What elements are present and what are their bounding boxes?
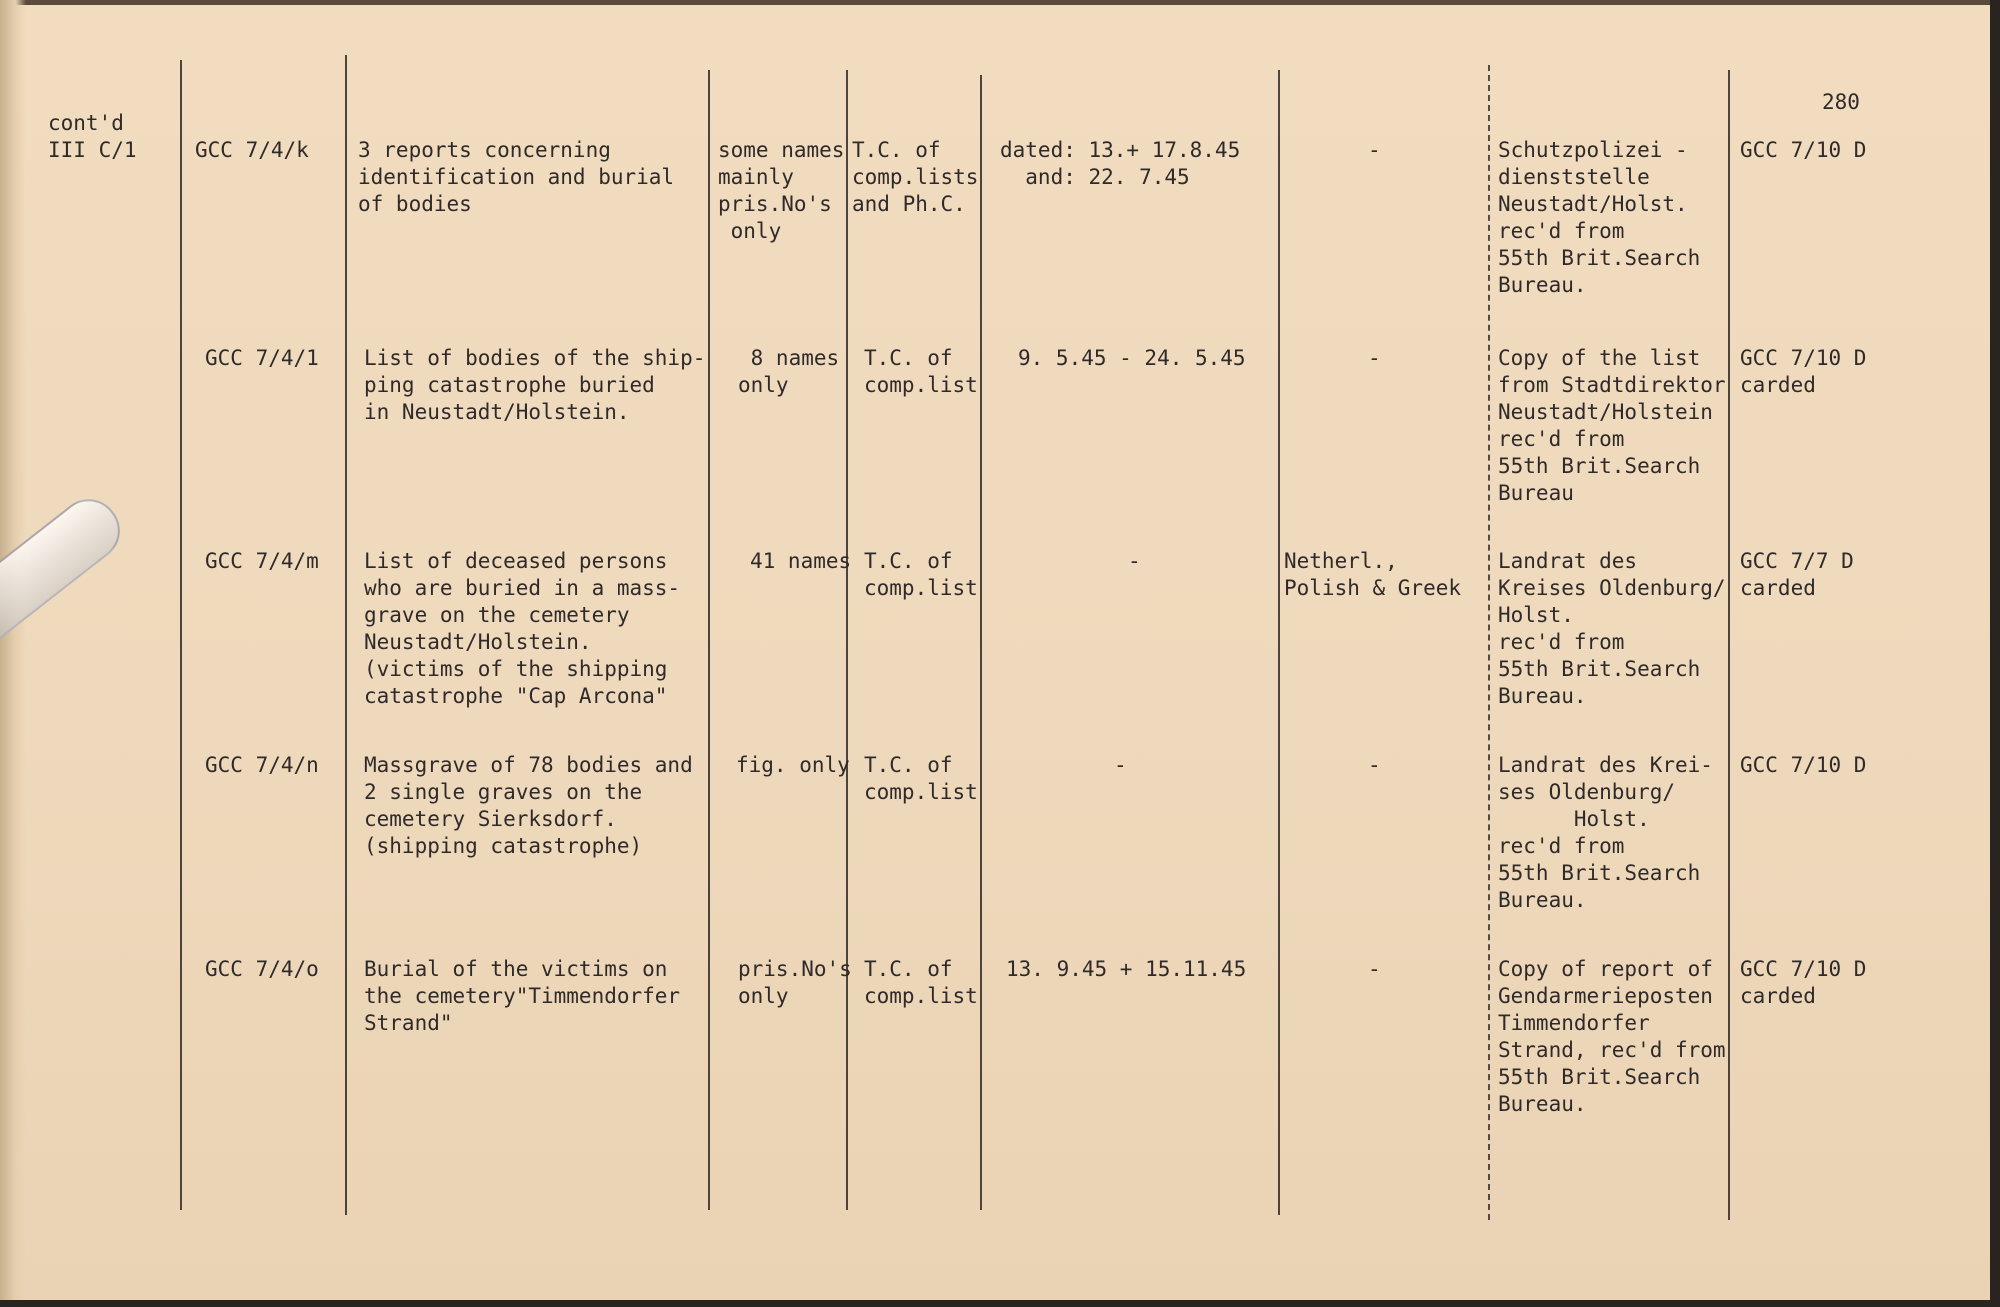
nationality: -	[1368, 753, 1381, 777]
page-binding-edge	[0, 0, 26, 1300]
description: 3 reports concerning identification and burial of bodies	[358, 138, 675, 216]
continuation-label: cont'd	[48, 111, 124, 135]
file-reference: GCC 7/10 D	[1740, 753, 1867, 777]
source: Copy of the list from Stadtdirektor Neustadt/Holstein rec'd from 55th Brit.Search Bureau	[1498, 346, 1726, 505]
column-rule	[1728, 70, 1730, 1220]
names-info: 8 names only	[738, 346, 840, 397]
date-range: 13. 9.45 + 15.11.45	[1006, 957, 1247, 981]
description: List of bodies of the ship- ping catastrophe buried in Neustadt/Holstein.	[364, 346, 706, 424]
file-reference: GCC 7/10 D	[1740, 138, 1867, 162]
document-type: T.C. of comp.lists and Ph.C.	[852, 138, 979, 216]
description: List of deceased persons who are buried in a mass- grave on the cemetery Neustadt/Holstein. (victims of the shipping catastrophe "Cap Arcona"	[364, 549, 681, 708]
date-range: -	[1128, 549, 1141, 573]
names-info: 41 names	[750, 549, 852, 573]
section-label: III C/1	[48, 138, 137, 162]
source: Schutzpolizei - dienststelle Neustadt/Holst. rec'd from 55th Brit.Search Bureau.	[1498, 138, 1701, 297]
file-reference: GCC 7/10 D carded	[1740, 346, 1867, 397]
source: Landrat des Krei- ses Oldenburg/ Holst. rec'd from 55th Brit.Search Bureau.	[1498, 753, 1713, 912]
names-info: fig. only	[736, 753, 850, 777]
source: Landrat des Kreises Oldenburg/ Holst. rec'd from 55th Brit.Search Bureau.	[1498, 549, 1726, 708]
column-rule	[345, 55, 347, 1215]
page-number: 280	[1822, 90, 1860, 114]
ref-number: GCC 7/4/m	[205, 549, 319, 573]
column-rule	[846, 70, 848, 1210]
column-rule	[180, 60, 182, 1210]
ref-number: GCC 7/4/o	[205, 957, 319, 981]
date-range: dated: 13.+ 17.8.45 and: 22. 7.45	[1000, 138, 1241, 189]
file-reference: GCC 7/10 D carded	[1740, 957, 1867, 1008]
description: Massgrave of 78 bodies and 2 single graves on the cemetery Sierksdorf. (shipping catastrophe)	[364, 753, 693, 858]
names-info: some names mainly pris.No's only	[718, 138, 845, 243]
nationality: -	[1368, 138, 1381, 162]
names-info: pris.No's only	[738, 957, 852, 1008]
nationality: -	[1368, 957, 1381, 981]
document-type: T.C. of comp.list	[864, 549, 978, 600]
ref-number: GCC 7/4/n	[205, 753, 319, 777]
document-type: T.C. of comp.list	[864, 957, 978, 1008]
ref-number: GCC 7/4/k	[195, 138, 309, 162]
document-type: T.C. of comp.list	[864, 753, 978, 804]
date-range: -	[1114, 753, 1127, 777]
nationality: Netherl., Polish & Greek	[1284, 549, 1462, 600]
file-reference: GCC 7/7 D carded	[1740, 549, 1854, 600]
date-range: 9. 5.45 - 24. 5.45	[1018, 346, 1246, 370]
nationality: -	[1368, 346, 1381, 370]
column-rule	[1488, 65, 1490, 1220]
ref-number: GCC 7/4/1	[205, 346, 319, 370]
description: Burial of the victims on the cemetery"Timmendorfer Strand"	[364, 957, 681, 1035]
source: Copy of report of Gendarmerieposten Timmendorfer Strand, rec'd from 55th Brit.Search Bureau.	[1498, 957, 1726, 1116]
column-rule	[980, 75, 982, 1210]
document-type: T.C. of comp.list	[864, 346, 978, 397]
column-rule	[708, 70, 710, 1210]
column-rule	[1278, 70, 1280, 1215]
page-top-edge	[0, 0, 1990, 5]
